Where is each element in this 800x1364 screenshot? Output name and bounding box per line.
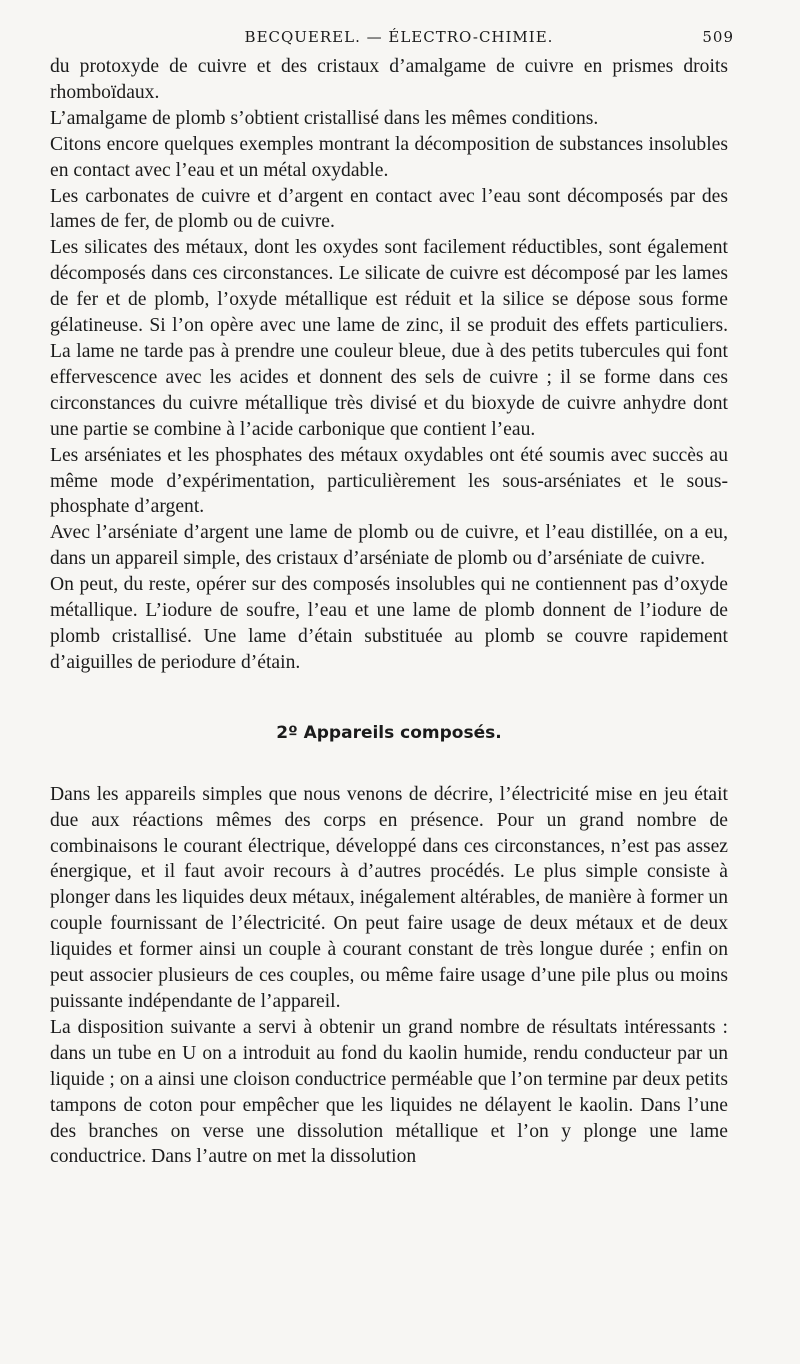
paragraph: On peut, du reste, opérer sur des composés insolubles qui ne contiennent pas d’oxyde métallique. L’iodure de soufre, l’eau et une lame de plomb donnent de l’iodure de plomb cristallisé. Une lame d’étain substituée au plomb se couvre rapidement d’aiguilles de periodure d’étain. bbox=[50, 574, 728, 673]
paragraph: Avec l’arséniate d’argent une lame de plomb ou de cuivre, et l’eau distillée, on a eu, dans un appareil simple, des cristaux d’arséniate de plomb ou d’arséniate de cuivre. bbox=[50, 522, 728, 570]
paragraph: Dans les appareils simples que nous venons de décrire, l’électricité mise en jeu était due aux réactions mêmes des corps en présence. Pour un grand nombre de combinaisons le courant électrique, développé dans ces circonstances, n’est pas assez énergique, et il faut avoir recours à d’autres procédés. Le plus simple consiste à plonger dans les liquides deux métaux, inégalement altérables, de manière à former un couple fournissant de l’électricité. On peut faire usage de deux métaux et de deux liquides et former ainsi un couple à courant constant de très longue durée ; enfin on peut associer plusieurs de ces couples, ou même faire usage d’une pile plus ou moins puissante indépendante de l’appareil. bbox=[50, 783, 728, 1012]
page-number: 509 bbox=[702, 28, 734, 46]
paragraph: Citons encore quelques exemples montrant la décomposition de substances insolubles en contact avec l’eau et un métal oxydable. bbox=[50, 133, 728, 181]
running-header bbox=[50, 28, 734, 54]
paragraph: du protoxyde de cuivre et des cristaux d’amalgame de cuivre en prismes droits rhomboïdaux. bbox=[50, 56, 728, 103]
paragraph: Les silicates des métaux, dont les oxydes sont facilement réductibles, sont également décomposés dans ces circonstances. Le silicate de cuivre est décomposé par les lames de fer et de plomb, l’oxyde métallique est réduit et la silice se dépose sous forme gélatineuse. Si l’on opère avec une lame de zinc, il se produit des effets particuliers. La lame ne tarde pas à prendre une couleur bleue, due à des petits tubercules qui font effervescence avec les acides et donnent des sels de cuivre ; il se forme dans ces circonstances du cuivre métallique très divisé et du bioxyde de cuivre anhydre dont une partie se combine à l’acide carbonique que contient l’eau. bbox=[50, 237, 728, 440]
paragraph: La disposition suivante a servi à obtenir un grand nombre de résultats intéressants : dans un tube en U on a introduit au fond du kaolin humide, rendu conducteur par un liquide ; on a ainsi une cloison conductrice perméable que l’on termine par deux petits tampons de coton pour empêcher que les liquides ne délayent le kaolin. Dans l’une des branches on verse une dissolution métallique et l’on y plonge une lame conductrice. Dans l’autre on met la dissolution bbox=[50, 1016, 728, 1168]
paragraph: Les arséniates et les phosphates des métaux oxydables ont été soumis avec succès au même mode d’expérimentation, particulièrement les sous-arséniates et le sous-phosphate d’argent. bbox=[50, 444, 728, 518]
running-title: BECQUEREL. — ÉLECTRO-CHIMIE. bbox=[244, 28, 554, 46]
paragraph: Les carbonates de cuivre et d’argent en contact avec l’eau sont décomposés par des lames de fer, de plomb ou de cuivre. bbox=[50, 185, 728, 233]
page-body bbox=[50, 54, 728, 1170]
paragraph: L’amalgame de plomb s’obtient cristallisé dans les mêmes conditions. bbox=[50, 107, 599, 129]
section-heading: 2º Appareils composés. bbox=[276, 722, 502, 743]
